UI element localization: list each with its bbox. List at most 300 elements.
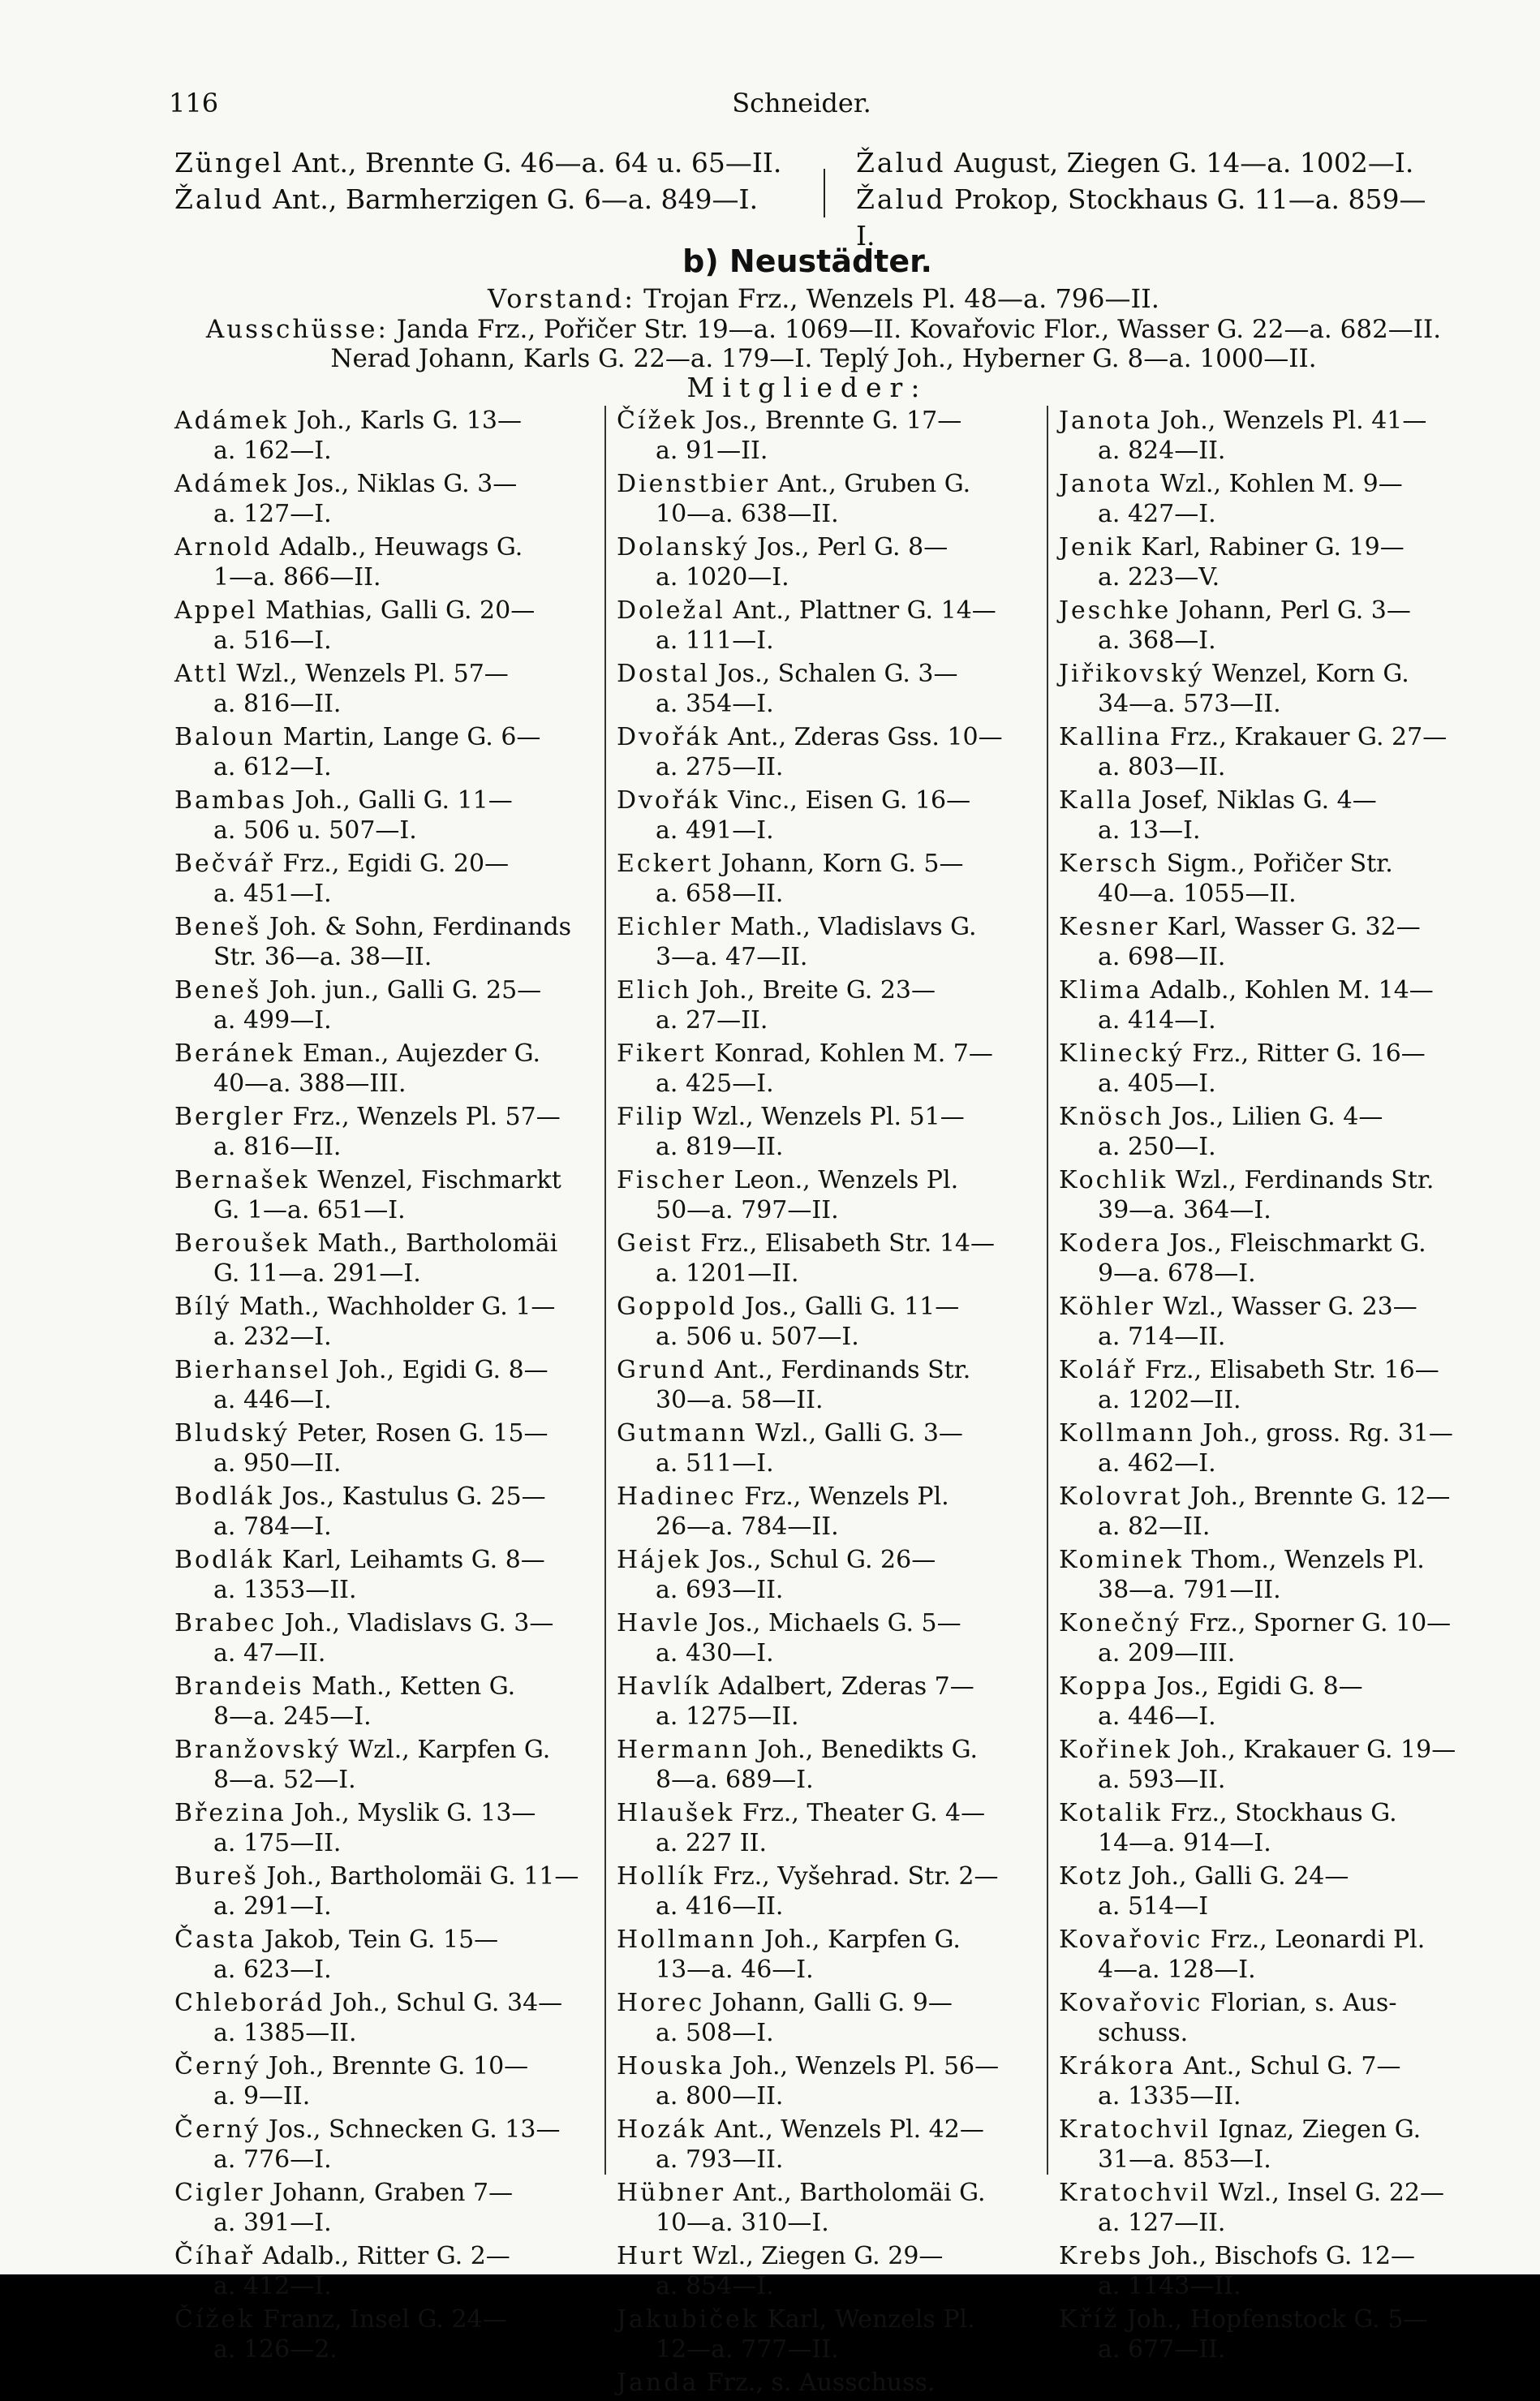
list-item	[617, 912, 1039, 972]
entry-address-continuation: a. 1275—II.	[656, 1702, 799, 1731]
entry-details: Jos., Perl G. 8—	[749, 533, 949, 562]
entry-name: Hadinec	[617, 1482, 737, 1511]
entry-details: Jos., Schul G. 26—	[701, 1546, 936, 1574]
entry-details: Johann, Galli G. 9—	[704, 1989, 953, 2017]
entry-details: Ignaz, Ziegen G.	[1211, 2115, 1422, 2144]
entry-name: Hlaušek	[617, 1799, 735, 1827]
entry-details: Wzl., Wenzels Pl. 57—	[228, 660, 509, 688]
entry-name: Eckert	[617, 850, 714, 878]
entry-address-continuation: a. 819—II.	[656, 1133, 784, 1161]
entry-address-continuation: a. 82—II.	[1098, 1512, 1211, 1541]
vorstand-line	[174, 282, 1473, 315]
list-item	[1059, 1545, 1481, 1605]
entry-details: Martin, Lange G. 6—	[275, 723, 541, 751]
entry-address-continuation: 39—a. 364—I.	[1098, 1196, 1271, 1224]
entry-address-continuation: 30—a. 58—II.	[656, 1386, 824, 1414]
entry-address-continuation: a. 816—II.	[213, 1133, 342, 1161]
entry-details: Wzl., Ferdinands Str.	[1168, 1166, 1435, 1194]
entry-name: Fischer	[617, 1166, 727, 1194]
entry-details: Adalb., Ritter G. 2—	[255, 2242, 510, 2270]
entry-details: Wzl., Ziegen G. 29—	[684, 2242, 944, 2270]
entry-details: Johann, Graben 7—	[265, 2179, 514, 2207]
entry-address-continuation: G. 11—a. 291—I.	[213, 1259, 421, 1288]
entry-details: Adalb., Heuwags G.	[272, 533, 523, 562]
entry-address-continuation: 50—a. 797—II.	[656, 1196, 839, 1224]
list-item	[617, 2241, 1039, 2301]
entry-details: Math., Vladislavs G.	[722, 913, 977, 941]
entry-details: Frz., Krakauer G. 27—	[1162, 723, 1448, 751]
entry-name: Žalud	[856, 183, 946, 215]
entry-name: Bernašek	[174, 1166, 310, 1194]
entry-address-continuation: a. 416—II.	[656, 1892, 784, 1921]
entry-name: Beneš	[174, 913, 262, 941]
entry-details: Vinc., Eisen G. 16—	[720, 786, 971, 815]
entry-details: Karl, Wasser G. 32—	[1159, 913, 1421, 941]
entry-details: Frz., Elisabeth Str. 16—	[1137, 1356, 1439, 1384]
entry-details: Ant., Wenzels Pl. 42—	[707, 2115, 984, 2144]
entry-name: Koppa	[1059, 1672, 1149, 1701]
entry-details: Franz, Insel G. 24—	[255, 2305, 507, 2334]
entry-address-continuation: a. 658—II.	[656, 880, 784, 908]
list-item	[617, 975, 1039, 1035]
list-item	[174, 596, 596, 656]
entry-name: Kratochvil	[1059, 2179, 1211, 2207]
entry-details: Thom., Wenzels Pl.	[1183, 1546, 1425, 1574]
entry-address-continuation: 26—a. 784—II.	[656, 1512, 839, 1541]
entry-address-continuation: a. 793—II.	[656, 2145, 784, 2174]
list-item	[1059, 975, 1481, 1035]
entry-details: Joh., Myslik G. 13—	[286, 1799, 536, 1827]
entry-details: Joh., Galli G. 24—	[1123, 1862, 1349, 1891]
entry-details: Karl, Wenzels Pl.	[759, 2305, 975, 2334]
entry-address-continuation: 9—a. 678—I.	[1098, 1259, 1256, 1288]
list-item	[174, 469, 596, 529]
list-item	[617, 532, 1039, 592]
list-item	[1059, 406, 1481, 466]
entry-address-continuation: a. 430—I.	[656, 1639, 774, 1667]
entry-address-continuation: a. 1143—II.	[1098, 2272, 1241, 2300]
entry-name: Züngel	[174, 147, 284, 179]
entry-details: Joh., Brennte G. 10—	[260, 2052, 529, 2080]
entry-details: Wzl., Insel G. 22—	[1211, 2179, 1445, 2207]
list-item	[174, 1608, 596, 1668]
list-item	[174, 1735, 596, 1795]
entry-name: Krákora	[1059, 2052, 1177, 2080]
list-item	[174, 1672, 596, 1732]
list-item	[617, 1861, 1039, 1921]
entry-details: Jos., Fleischmarkt G.	[1161, 1229, 1426, 1258]
entry-address-continuation: a. 1020—I.	[656, 563, 789, 592]
entry-address-continuation: a. 127—I.	[213, 500, 332, 528]
top-entries-left	[174, 144, 807, 217]
entry-name: Kratochvil	[1059, 2115, 1211, 2144]
list-item	[174, 1292, 596, 1352]
member-column-3	[1059, 406, 1481, 2368]
entry-address-continuation: a. 776—I.	[213, 2145, 332, 2174]
entry-name: Kominek	[1059, 1546, 1184, 1574]
entry-details: Math., Ketten G.	[303, 1672, 516, 1701]
entry-details: Ant., Gruben G.	[770, 470, 971, 498]
entry-name: Kotalik	[1059, 1799, 1163, 1827]
list-item	[1059, 1039, 1481, 1099]
entry-name: Bílý	[174, 1293, 232, 1321]
entry-name: Kalla	[1059, 786, 1134, 815]
list-item	[1059, 2178, 1481, 2238]
entry-name: Časta	[174, 1926, 257, 1954]
entry-name: Cigler	[174, 2179, 265, 2207]
entry-name: Bodlák	[174, 1546, 274, 1574]
entry-details: Joh., Galli G. 11—	[286, 786, 513, 815]
entry-details: Joh., Vladislavs G. 3—	[277, 1609, 554, 1637]
entry-address-continuation: a. 499—I.	[213, 1006, 332, 1035]
entry-address-continuation: a. 462—I.	[1098, 1449, 1216, 1478]
entry-name: Dienstbier	[617, 470, 771, 498]
entry-details: August, Ziegen G. 14—a. 1002—I.	[945, 147, 1414, 179]
entry-address-continuation: a. 491—I.	[656, 816, 774, 845]
entry-name: Jakubiček	[617, 2305, 759, 2334]
list-item	[174, 1165, 596, 1225]
entry-name: Kollmann	[1059, 1419, 1195, 1448]
entry-name: Janda	[617, 2369, 699, 2397]
entry-details: Joh., Bartholomäi G. 11—	[258, 1862, 579, 1891]
entry-name: Chleborád	[174, 1989, 325, 2017]
entry-address-continuation: 8—a. 689—I.	[656, 1766, 814, 1794]
list-item	[617, 469, 1039, 529]
entry-address-continuation: a. 693—II.	[656, 1576, 784, 1604]
entry-address-continuation: a. 816—II.	[213, 690, 342, 718]
list-item	[1059, 532, 1481, 592]
entry-name: Beránek	[174, 1039, 295, 1068]
list-item	[174, 849, 596, 909]
entry-name: Kesner	[1059, 913, 1160, 941]
entry-address-continuation: 3—a. 47—II.	[656, 943, 808, 971]
entry-address-continuation: a. 1335—II.	[1098, 2082, 1241, 2111]
entry-name: Kotz	[1059, 1862, 1124, 1891]
entry-details: Frz., Stockhaus G.	[1162, 1799, 1397, 1827]
entry-details: Johann, Perl G. 3—	[1171, 596, 1411, 625]
list-item	[617, 659, 1039, 719]
entry-address-continuation: a. 354—I.	[656, 690, 774, 718]
list-item	[174, 1482, 596, 1542]
list-item	[1059, 2241, 1481, 2301]
entry-details: Ant., Bartholomäi G.	[725, 2179, 986, 2207]
entry-name: Žalud	[174, 183, 265, 215]
list-item	[1059, 2115, 1481, 2175]
list-item	[174, 1988, 596, 2048]
list-item	[174, 1798, 596, 1858]
list-item	[617, 1292, 1039, 1352]
entry-address-continuation: a. 800—II.	[656, 2082, 784, 2111]
entry-name: Jeschke	[1059, 596, 1172, 625]
list-item	[856, 144, 1440, 181]
entry-name: Bierhansel	[174, 1356, 332, 1384]
list-item	[174, 1102, 596, 1162]
list-item	[174, 2115, 596, 2175]
entry-name: Kolář	[1059, 1356, 1138, 1384]
list-item	[1059, 1228, 1481, 1289]
entry-details: Johann, Korn G. 5—	[713, 850, 964, 878]
entry-name: Beneš	[174, 976, 262, 1005]
entry-name: Březina	[174, 1799, 286, 1827]
entry-details: Wzl., Wasser G. 23—	[1155, 1293, 1417, 1321]
entry-name: Adámek	[174, 407, 290, 435]
list-item	[1059, 849, 1481, 909]
entry-name: Bambas	[174, 786, 287, 815]
entry-details: Frz., Leonardi Pl.	[1202, 1926, 1426, 1954]
entry-name: Grund	[617, 1356, 708, 1384]
entry-address-continuation: 1—a. 866—II.	[213, 563, 381, 592]
list-item	[1059, 1292, 1481, 1352]
list-item	[1059, 1482, 1481, 1542]
entry-address-continuation: a. 824—II.	[1098, 437, 1226, 465]
list-item	[617, 1798, 1039, 1858]
page-header	[169, 88, 1435, 123]
entry-details: Joh., Breite G. 23—	[691, 976, 936, 1005]
entry-address-continuation: a. 1385—II.	[213, 2019, 357, 2047]
entry-name: Konečný	[1059, 1609, 1181, 1637]
entry-address-continuation: 8—a. 245—I.	[213, 1702, 372, 1731]
entry-details: Joh., Wenzels Pl. 41—	[1152, 407, 1427, 435]
list-item	[174, 1039, 596, 1099]
list-item	[174, 181, 807, 217]
entry-address-continuation: a. 250—I.	[1098, 1133, 1216, 1161]
entry-address-continuation: a. 612—I.	[213, 753, 332, 781]
entry-details: Math., Bartholomäi	[309, 1229, 558, 1258]
entry-name: Adámek	[174, 470, 290, 498]
entry-name: Elich	[617, 976, 692, 1005]
list-item	[1059, 1165, 1481, 1225]
entry-name: Brabec	[174, 1609, 277, 1637]
ausschuesse-value-2: Nerad Johann, Karls G. 22—a. 179—I. Teplý Joh., Hyberner G. 8—a. 1000—II.	[330, 344, 1317, 373]
entry-name: Gutmann	[617, 1419, 748, 1448]
section-title: b) Neustädter.	[682, 243, 932, 279]
list-item	[174, 2241, 596, 2301]
list-item	[617, 1102, 1039, 1162]
entry-name: Arnold	[174, 533, 273, 562]
list-item	[174, 144, 807, 181]
entry-details: Jos., Galli G. 11—	[737, 1293, 960, 1321]
entry-name: Dvořák	[617, 786, 721, 815]
entry-details: Joh., Hopfenstock G. 5—	[1119, 2305, 1428, 2334]
entry-details: Leon., Wenzels Pl.	[726, 1166, 959, 1194]
entry-name: Černý	[174, 2052, 261, 2080]
entry-details: Frz., Vyšehrad. Str. 2—	[705, 1862, 999, 1891]
list-item	[1059, 1102, 1481, 1162]
list-item	[174, 532, 596, 592]
entry-name: Janota	[1059, 470, 1153, 498]
list-item	[1059, 1988, 1481, 2048]
entry-name: Kolovrat	[1059, 1482, 1183, 1511]
entry-details: Frz., Egidi G. 20—	[274, 850, 510, 878]
entry-details: Ant., Ferdinands Str.	[707, 1356, 971, 1384]
entry-name: Dolanský	[617, 533, 750, 562]
entry-address-continuation: 40—a. 1055—II.	[1098, 880, 1297, 908]
top-entries-right	[856, 144, 1440, 254]
entry-name: Baloun	[174, 723, 276, 751]
entry-name: Bludský	[174, 1419, 290, 1448]
entry-address-continuation: a. 405—I.	[1098, 1069, 1216, 1098]
entry-details: Jos., Lilien G. 4—	[1164, 1103, 1383, 1131]
entry-address-continuation: a. 162—I.	[213, 437, 332, 465]
entry-name: Čížek	[617, 407, 698, 435]
entry-details: Ant., Schul G. 7—	[1176, 2052, 1401, 2080]
entry-details: Frz., Ritter G. 16—	[1184, 1039, 1426, 1068]
entry-name: Filip	[617, 1103, 685, 1131]
entry-details: Peter, Rosen G. 15—	[289, 1419, 548, 1448]
entry-address-continuation: a. 698—II.	[1098, 943, 1226, 971]
list-item	[174, 1418, 596, 1478]
list-item	[1059, 659, 1481, 719]
entry-name: Houska	[617, 2052, 725, 2080]
entry-details: Jos., Schalen G. 3—	[710, 660, 958, 688]
entry-name: Kodera	[1059, 1229, 1162, 1258]
entry-address-continuation: 31—a. 853—I.	[1098, 2145, 1271, 2174]
entry-details: Frz., Sporner G. 10—	[1181, 1609, 1452, 1637]
list-item	[174, 1355, 596, 1415]
entry-name: Bodlák	[174, 1482, 274, 1511]
entry-address-continuation: G. 1—a. 651—I.	[213, 1196, 406, 1224]
list-item	[1059, 1418, 1481, 1478]
list-item	[617, 1735, 1039, 1795]
entry-address-continuation: a. 9—II.	[213, 2082, 311, 2111]
entry-details: Frz., Elisabeth Str. 14—	[692, 1229, 996, 1258]
entry-address-continuation: a. 677—II.	[1098, 2335, 1226, 2364]
entry-address-continuation: a. 425—I.	[656, 1069, 774, 1098]
entry-details: Wenzel, Korn G.	[1204, 660, 1409, 688]
entry-address-continuation: a. 508—I.	[656, 2019, 774, 2047]
list-item	[617, 1228, 1039, 1289]
entry-address-continuation: 12—a. 777—II.	[656, 2335, 839, 2364]
entry-name: Klima	[1059, 976, 1142, 1005]
entry-details: Frz., Theater G. 4—	[734, 1799, 986, 1827]
running-title: Schneider.	[732, 88, 871, 118]
member-column-1	[174, 406, 596, 2368]
entry-address-continuation: a. 1353—II.	[213, 1576, 357, 1604]
entry-details: Math., Wachholder G. 1—	[231, 1293, 556, 1321]
entry-details: Jos., Niklas G. 3—	[289, 470, 518, 498]
entry-name: Čížek	[174, 2305, 256, 2334]
list-item	[1059, 1861, 1481, 1921]
entry-address-continuation: Str. 36—a. 38—II.	[213, 943, 432, 971]
entry-address-continuation: a. 209—III.	[1098, 1639, 1236, 1667]
list-item	[1059, 1608, 1481, 1668]
page-number: 116	[169, 88, 219, 118]
list-item	[1059, 2304, 1481, 2364]
entry-details: Mathias, Galli G. 20—	[257, 596, 536, 625]
entry-address-continuation: a. 446—I.	[213, 1386, 332, 1414]
list-item	[617, 849, 1039, 909]
entry-address-continuation: a. 516—I.	[213, 626, 332, 655]
entry-details: Wzl., Galli G. 3—	[747, 1419, 963, 1448]
entry-name: Krebs	[1059, 2242, 1144, 2270]
entry-name: Geist	[617, 1229, 693, 1258]
list-item	[617, 1925, 1039, 1985]
entry-name: Horec	[617, 1989, 705, 2017]
entry-name: Klinecký	[1059, 1039, 1185, 1068]
entry-details: Eman., Aujezder G.	[295, 1039, 541, 1068]
member-columns	[174, 406, 1481, 2397]
entry-details: Jakob, Tein G. 15—	[256, 1926, 499, 1954]
entry-name: Havle	[617, 1609, 701, 1637]
list-item	[174, 912, 596, 972]
entry-name: Bergler	[174, 1103, 286, 1131]
entry-details: Frz., s. Ausschuss.	[699, 2369, 936, 2397]
entry-address-continuation: 14—a. 914—I.	[1098, 1829, 1271, 1857]
entry-details: Ant., Barmherzigen G. 6—a. 849—I.	[264, 183, 759, 215]
list-item	[174, 2051, 596, 2111]
list-item	[617, 596, 1039, 656]
list-item	[1059, 912, 1481, 972]
entry-address-continuation: a. 506 u. 507—I.	[213, 816, 417, 845]
list-item	[617, 2115, 1039, 2175]
entry-details: Jos., Schnecken G. 13—	[260, 2115, 561, 2144]
list-item	[1059, 1735, 1481, 1795]
member-column-2	[617, 406, 1039, 2401]
entry-details: Joh., Wenzels Pl. 56—	[725, 2052, 1000, 2080]
entry-address-continuation: a. 91—II.	[656, 437, 768, 465]
entry-address-continuation: a. 175—II.	[213, 1829, 342, 1857]
list-item	[1059, 596, 1481, 656]
entry-address-continuation: a. 368—I.	[1098, 626, 1216, 655]
entry-details: Prokop, Stockhaus G. 11—a. 859—I.	[856, 183, 1426, 252]
entry-details: Joh. jun., Galli G. 25—	[261, 976, 542, 1005]
list-item	[174, 406, 596, 466]
entry-details: Jos., Michaels G. 5—	[700, 1609, 961, 1637]
entry-address-continuation: 38—a. 791—II.	[1098, 1576, 1281, 1604]
list-item	[617, 1482, 1039, 1542]
list-item	[1059, 785, 1481, 846]
entry-address-continuation: 10—a. 310—I.	[656, 2209, 829, 2237]
entry-address-continuation: a. 623—I.	[213, 1956, 332, 1984]
entry-name: Beroušek	[174, 1229, 310, 1258]
entry-name: Jiřikovský	[1059, 660, 1205, 688]
ausschuesse-line-2	[174, 342, 1473, 375]
entry-name: Branžovský	[174, 1736, 341, 1764]
entry-details: Joh., Benedikts G.	[750, 1736, 979, 1764]
entry-details: Josef, Niklas G. 4—	[1133, 786, 1377, 815]
entry-address-continuation: 4—a. 128—I.	[1098, 1956, 1256, 1984]
entry-details: Joh., Bischofs G. 12—	[1143, 2242, 1416, 2270]
entry-details: Karl, Rabiner G. 19—	[1133, 533, 1404, 562]
list-item	[174, 1545, 596, 1605]
entry-address-continuation: a. 111—I.	[656, 626, 774, 655]
entry-address-continuation: a. 714—II.	[1098, 1323, 1226, 1351]
entry-address-continuation: a. 391—I.	[213, 2209, 332, 2237]
entry-address-continuation: 13—a. 46—I.	[656, 1956, 814, 1984]
list-item	[174, 1861, 596, 1921]
entry-name: Hollík	[617, 1862, 706, 1891]
entry-name: Köhler	[1059, 1293, 1155, 1321]
entry-details: Wzl., Wenzels Pl. 51—	[684, 1103, 965, 1131]
entry-name: Eichler	[617, 913, 723, 941]
entry-address-continuation: a. 414—I.	[1098, 1006, 1216, 1035]
entry-details: Ant., Plattner G. 14—	[725, 596, 996, 625]
list-item	[174, 975, 596, 1035]
list-item	[617, 2051, 1039, 2111]
list-item	[617, 785, 1039, 846]
vorstand-value: Trojan Frz., Wenzels Pl. 48—a. 796—II.	[643, 283, 1159, 314]
entry-address-continuation: a. 1201—II.	[656, 1259, 799, 1288]
entry-name: Knösch	[1059, 1103, 1164, 1131]
entry-details: Konrad, Kohlen M. 7—	[706, 1039, 993, 1068]
list-item	[617, 1039, 1039, 1099]
entry-address-continuation: a. 784—I.	[213, 1512, 332, 1541]
list-item	[617, 1672, 1039, 1732]
entry-details: Jos., Brennte G. 17—	[697, 407, 962, 435]
entry-name: Číhař	[174, 2242, 256, 2270]
list-item	[1059, 2051, 1481, 2111]
column-rule	[604, 406, 606, 2175]
